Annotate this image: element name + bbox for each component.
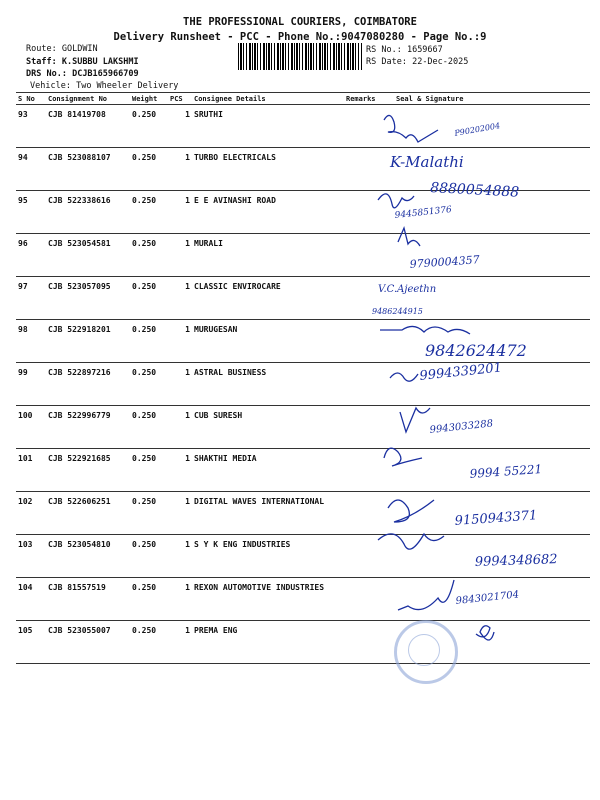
consignment-no-cell: CJB 523088107 [46, 148, 130, 191]
rs-date-value: 22-Dec-2025 [412, 57, 469, 67]
signature-cell [378, 535, 590, 578]
col-sno: S No [16, 93, 46, 105]
consignee-cell: MURALI [192, 234, 344, 277]
handwritten-note: 9790004357 [409, 253, 481, 271]
table-row [16, 535, 590, 578]
handwritten-note: 9150943371 [454, 508, 538, 529]
remarks-cell [344, 535, 378, 578]
consignee-cell: E E AVINASHI ROAD [192, 191, 344, 234]
sno-cell: 97 [16, 277, 46, 320]
runsheet-subtitle: Delivery Runsheet - PCC - Phone No.:9047080280 - Page No.:9 [113, 31, 487, 43]
sno-cell: 99 [16, 363, 46, 406]
consignee-cell: SHAKTHI MEDIA [192, 449, 344, 492]
table-row [16, 148, 590, 191]
office-seal-stamp [394, 620, 458, 684]
consignee-cell: DIGITAL WAVES INTERNATIONAL [192, 492, 344, 535]
sno-cell: 94 [16, 148, 46, 191]
consignee-cell: CUB SURESH [192, 406, 344, 449]
table-row [16, 621, 590, 664]
signature-cell [378, 320, 590, 363]
weight-cell: 0.250 [130, 105, 168, 148]
consignment-no-cell: CJB 522918201 [46, 320, 130, 363]
table-row [16, 234, 590, 277]
sno-cell: 101 [16, 449, 46, 492]
consignee-cell: S Y K ENG INDUSTRIES [192, 535, 344, 578]
weight-cell: 0.250 [130, 148, 168, 191]
handwritten-note: K-Malathi [390, 153, 464, 171]
consignment-no-cell: CJB 81419708 [46, 105, 130, 148]
handwritten-note: 9994339201 [418, 360, 503, 384]
remarks-cell [344, 406, 378, 449]
col-pcs: PCS [168, 93, 192, 105]
weight-cell: 0.250 [130, 363, 168, 406]
signature-cell [378, 277, 590, 320]
consignment-no-cell: CJB 522996779 [46, 406, 130, 449]
signature-cell [378, 191, 590, 234]
table-row [16, 320, 590, 363]
col-consignee: Consignee Details [192, 93, 344, 105]
remarks-cell [344, 363, 378, 406]
col-weight: Weight [130, 93, 168, 105]
table-row [16, 277, 590, 320]
weight-cell: 0.250 [130, 621, 168, 664]
drs-label: DRS No.: [26, 69, 67, 79]
runsheet-table [16, 92, 590, 664]
pcs-cell: 1 [168, 578, 192, 621]
drs-value: DCJB165966709 [72, 69, 139, 79]
rs-no-value: 1659667 [406, 45, 443, 55]
col-signature: Seal & Signature [378, 93, 590, 105]
table-row [16, 191, 590, 234]
rs-no [366, 45, 443, 55]
consignment-no-cell: CJB 523054810 [46, 535, 130, 578]
remarks-cell [344, 277, 378, 320]
remarks-cell [344, 621, 378, 664]
pcs-cell: 1 [168, 320, 192, 363]
consignment-no-cell: CJB 523057095 [46, 277, 130, 320]
weight-cell: 0.250 [130, 492, 168, 535]
pcs-cell: 1 [168, 148, 192, 191]
rs-no-label: RS No.: [366, 45, 402, 55]
drs-line [26, 69, 139, 79]
signature-cell [378, 578, 590, 621]
weight-cell: 0.250 [130, 320, 168, 363]
sno-cell: 105 [16, 621, 46, 664]
sno-cell: 95 [16, 191, 46, 234]
weight-cell: 0.250 [130, 406, 168, 449]
col-remarks: Remarks [344, 93, 378, 105]
consignment-no-cell: CJB 522921685 [46, 449, 130, 492]
table-row [16, 449, 590, 492]
signature-cell [378, 492, 590, 535]
signature-cell [378, 234, 590, 277]
weight-cell: 0.250 [130, 234, 168, 277]
col-consignment-no: Consignment No [46, 93, 130, 105]
consignment-no-cell: CJB 81557519 [46, 578, 130, 621]
remarks-cell [344, 320, 378, 363]
consignee-cell: PREMA ENG [192, 621, 344, 664]
handwritten-note: 9445851376 [394, 205, 453, 221]
sno-cell: 98 [16, 320, 46, 363]
route-line [26, 44, 98, 54]
remarks-cell [344, 148, 378, 191]
handwritten-note: 9842624472 [425, 341, 527, 360]
rs-date-label: RS Date: [366, 57, 407, 67]
weight-cell: 0.250 [130, 191, 168, 234]
handwritten-note: 9943033288 [429, 418, 494, 436]
pcs-cell: 1 [168, 191, 192, 234]
consignee-cell: TURBO ELECTRICALS [192, 148, 344, 191]
handwritten-note: P90202004 [453, 121, 501, 138]
table-row [16, 492, 590, 535]
signature-cell [378, 406, 590, 449]
remarks-cell [344, 191, 378, 234]
table-row [16, 578, 590, 621]
weight-cell: 0.250 [130, 449, 168, 492]
sno-cell: 104 [16, 578, 46, 621]
vehicle-value: Two Wheeler Delivery [76, 81, 179, 91]
handwritten-note: 9994348682 [474, 552, 558, 570]
vehicle-line [30, 81, 178, 91]
consignee-cell: REXON AUTOMOTIVE INDUSTRIES [192, 578, 344, 621]
signature-cell [378, 449, 590, 492]
handwritten-note: 9843021704 [455, 589, 520, 607]
staff-label: Staff: [26, 57, 57, 67]
pcs-cell: 1 [168, 234, 192, 277]
consignee-cell: CLASSIC ENVIROCARE [192, 277, 344, 320]
company-title: THE PROFESSIONAL COURIERS, COIMBATORE [183, 16, 417, 28]
signature-cell [378, 105, 590, 148]
consignee-cell: ASTRAL BUSINESS [192, 363, 344, 406]
sno-cell: 102 [16, 492, 46, 535]
route-value: GOLDWIN [61, 44, 98, 54]
weight-cell: 0.250 [130, 578, 168, 621]
pcs-cell: 1 [168, 449, 192, 492]
table-row [16, 105, 590, 148]
sno-cell: 96 [16, 234, 46, 277]
sno-cell: 103 [16, 535, 46, 578]
vehicle-label: Vehicle: [30, 81, 71, 91]
consignment-no-cell: CJB 522606251 [46, 492, 130, 535]
table-row [16, 363, 590, 406]
pcs-cell: 1 [168, 535, 192, 578]
barcode [238, 43, 362, 70]
staff-value: K.SUBBU LAKSHMI [61, 57, 139, 67]
sno-cell: 100 [16, 406, 46, 449]
weight-cell: 0.250 [130, 277, 168, 320]
consignment-no-cell: CJB 522897216 [46, 363, 130, 406]
remarks-cell [344, 105, 378, 148]
pcs-cell: 1 [168, 621, 192, 664]
weight-cell: 0.250 [130, 535, 168, 578]
handwritten-note: V.C.Ajeethn [378, 284, 437, 295]
consignment-no-cell: CJB 523055007 [46, 621, 130, 664]
signature-cell [378, 363, 590, 406]
pcs-cell: 1 [168, 363, 192, 406]
consignee-cell: SRUTHI [192, 105, 344, 148]
table-header-row [16, 93, 590, 105]
remarks-cell [344, 492, 378, 535]
staff-line [26, 57, 139, 67]
pcs-cell: 1 [168, 105, 192, 148]
remarks-cell [344, 234, 378, 277]
table-row [16, 406, 590, 449]
remarks-cell [344, 578, 378, 621]
route-label: Route: [26, 44, 57, 54]
handwritten-note: 9994 55221 [469, 461, 543, 481]
rs-date [366, 57, 468, 67]
consignment-no-cell: CJB 523054581 [46, 234, 130, 277]
pcs-cell: 1 [168, 492, 192, 535]
pcs-cell: 1 [168, 277, 192, 320]
signature-cell [378, 148, 590, 191]
handwritten-note: 8880054888 [429, 180, 520, 201]
remarks-cell [344, 449, 378, 492]
handwritten-note: 9486244915 [372, 307, 423, 316]
consignment-no-cell: CJB 522338616 [46, 191, 130, 234]
consignee-cell: MURUGESAN [192, 320, 344, 363]
pcs-cell: 1 [168, 406, 192, 449]
sno-cell: 93 [16, 105, 46, 148]
